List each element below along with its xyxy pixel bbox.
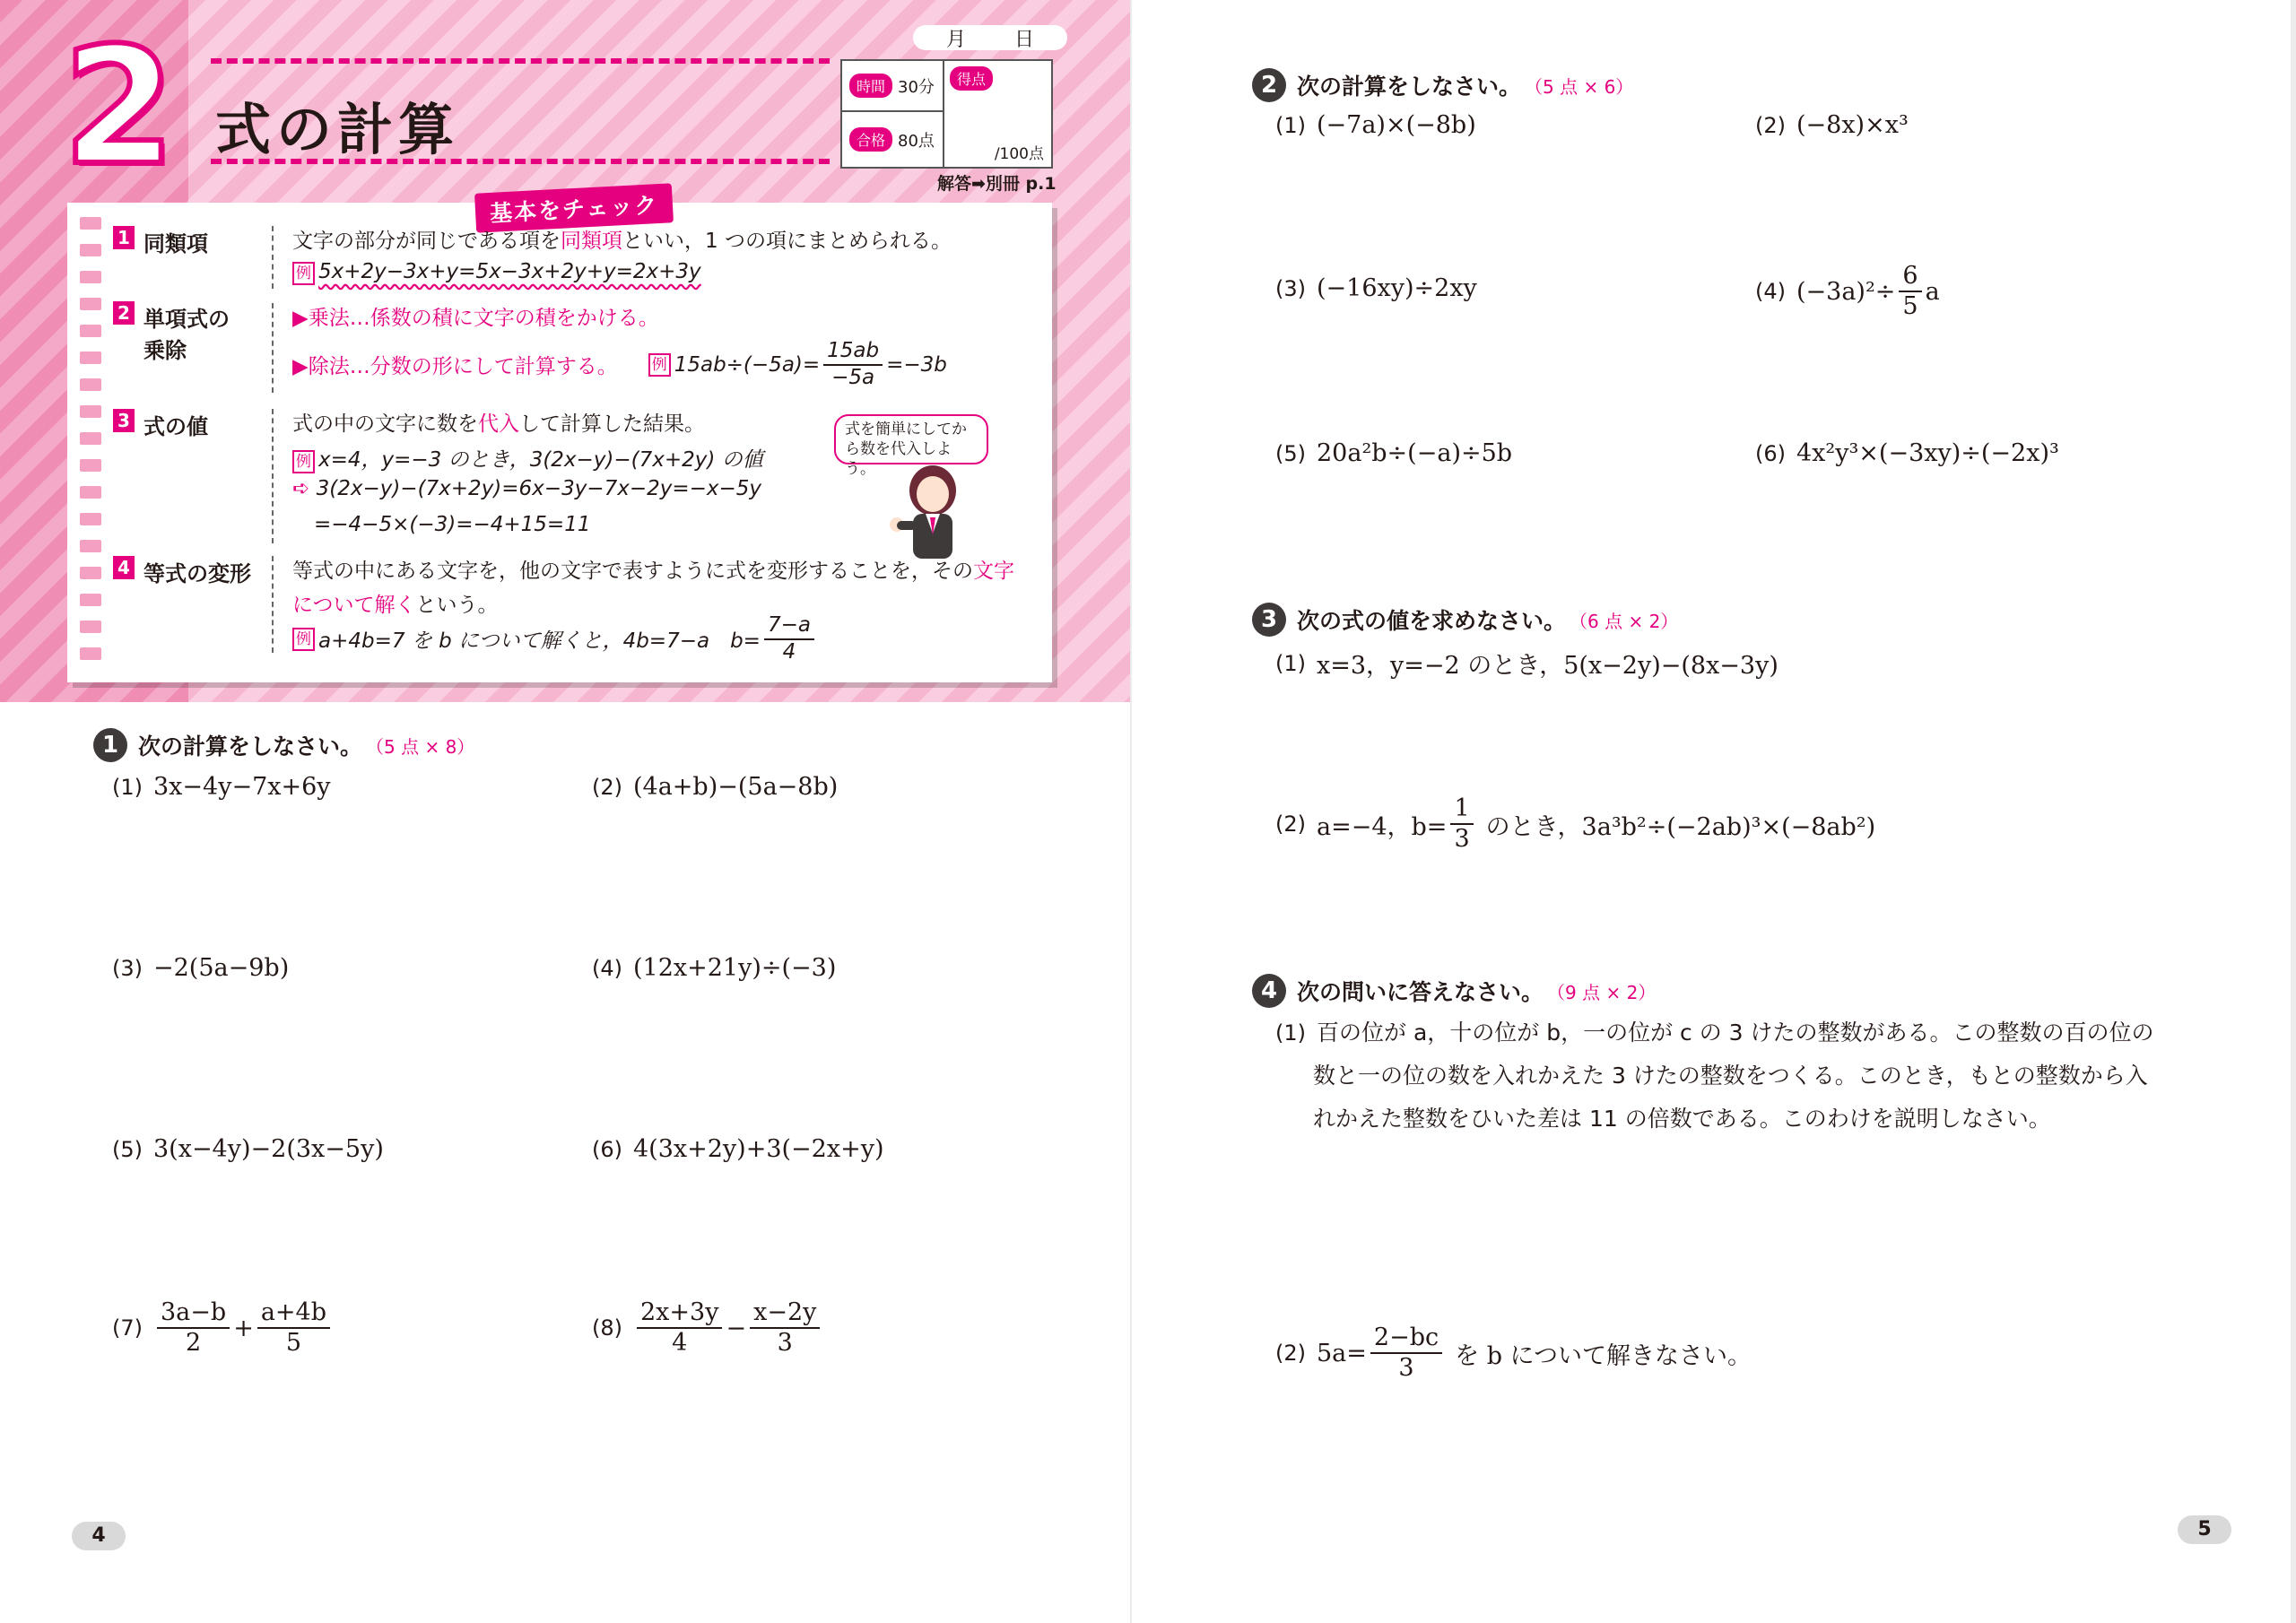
problem-expr: 4x²y³×(−3xy)÷(−2x)³ [1796,439,2059,467]
problem-label: (2) [592,774,622,800]
problem-expr: (12x+21y)÷(−3) [633,954,837,982]
ring-icon [80,621,101,633]
question-2-header [1252,68,1633,102]
denominator: 2 [186,1329,202,1358]
fraction [1899,262,1921,322]
q2-problem-1 [1275,111,1476,139]
basic-check-tab: 基本をチェック [474,183,674,232]
denominator: 4 [672,1329,688,1358]
answer-reference: 解答➡別冊 p.1 [937,174,1057,194]
divider [272,556,274,653]
question-text: 次の計算をしなさい。 [138,733,363,759]
q1-problem-6 [592,1135,883,1163]
question-1-header [93,728,474,762]
score-table [840,59,1053,169]
q4-problem-1 [1275,1011,2154,1055]
date-box[interactable] [913,25,1067,50]
problem-expr: (4a+b)−(5a−8b) [633,773,839,801]
text: 式の中の文字に数を [292,412,478,436]
example-badge: 例 [648,353,671,377]
check-item-1 [113,226,208,257]
problem-text: 百の位が a，十の位が b，一の位が c の 3 けたの整数がある。この整数の百の位の [1317,1020,2154,1046]
item1-example [292,260,701,285]
divider [272,226,274,289]
example-expr: x=4，y=−3 のとき，3(2x−y)−(7x+2y) の値 [318,448,763,472]
problem-expr: (−3a)²÷ [1796,277,1896,306]
solution-expr: =−4−5×(−3)=−4+15=11 [314,513,591,536]
problem-expr: 4(3x+2y)+3(−2x+y) [633,1135,884,1163]
numerator: 1 [1450,794,1473,825]
problem-expr: a [1925,277,1940,306]
page-title: 式の計算 [215,97,460,162]
fraction [257,1298,330,1358]
item-number: 1 [113,226,135,249]
ring-binding [67,212,103,669]
problem-expr: a=−4，b= [1317,812,1448,841]
check-item-2 [113,301,230,364]
problem-expr: 3(x−4y)−2(3x−5y) [153,1135,384,1163]
q1-problem-3 [112,954,289,982]
q4-problem-1-line3: れかえた整数をひいた差は 11 の倍数である。このわけを説明しなさい。 [1313,1106,2051,1132]
problem-label: (6) [1755,440,1786,466]
numerator: 7−a [764,613,814,640]
problem-label: (4) [592,955,622,981]
item3-line1 [292,407,705,437]
q1-problem-4 [592,954,836,982]
item-title: 同類項 [144,231,208,256]
denominator: 5 [1902,292,1918,321]
problem-expr: を b について解きなさい。 [1455,1341,1752,1370]
problem-label: (6) [592,1136,622,1162]
question-number: 1 [93,728,127,762]
question-text: 次の計算をしなさい。 [1297,74,1522,100]
example-badge: 例 [292,628,315,651]
text: ▶乗法…係数の積に文字の積をかける。 [292,307,659,330]
numerator: 15ab [823,339,883,366]
divider [272,303,274,393]
item3-line4 [314,513,590,536]
page-number-left: 4 [72,1522,126,1550]
highlight: について解く [292,594,416,617]
day-label: 日 [1013,28,1034,51]
highlight: 代入 [478,412,519,436]
q1-problem-8 [592,1298,823,1358]
text: ▶除法…分数の形にして計算する。 [292,355,618,379]
example-badge: 例 [292,450,315,473]
ring-icon [80,352,101,364]
denominator: 3 [1398,1354,1414,1383]
score-pill: 得点 [950,66,993,91]
text: して計算した結果。 [519,412,705,436]
problem-expr: (−16xy)÷2xy [1317,274,1477,302]
q4-problem-2 [1275,1324,1752,1384]
numerator: x−2y [750,1298,820,1329]
item4-example [292,613,818,664]
check-item-3 [113,409,208,440]
ring-icon [80,325,101,337]
title-area [211,58,830,166]
time-row [842,61,943,112]
numerator: 6 [1899,262,1921,292]
problem-label: (1) [112,774,143,800]
numerator: 2−bc [1370,1324,1442,1354]
denominator: 3 [1454,825,1470,854]
question-number: 3 [1252,603,1286,637]
problem-label: (8) [592,1315,622,1341]
problem-label: (3) [112,955,143,981]
item2-line1 [292,301,659,331]
ring-icon [80,567,101,579]
problem-expr: −2(5a−9b) [153,954,290,982]
problem-label: (2) [1275,1341,1306,1367]
problem-label: (7) [112,1315,143,1341]
item-number: 4 [113,556,135,579]
q4-problem-1-line2: 数と一の位の数を入れかえた 3 けたの整数をつくる。このとき，もとの整数から入 [1313,1063,2148,1089]
item-number: 2 [113,301,135,325]
ring-icon [80,217,101,230]
text: 等式の中にある文字を，他の文字で表すように式を変形することを，その [292,560,973,583]
problem-label: (1) [1275,650,1306,676]
example-expr: =−3b [886,352,947,377]
ring-icon [80,486,101,499]
problem-expr: のとき，3a³b²÷(−2ab)³×(−8ab²) [1485,812,1876,841]
ring-icon [80,594,101,606]
right-page [1132,0,2296,1623]
arrow-icon: ➪ [292,477,310,500]
item3-line3 [292,477,761,500]
text: 文字の部分が同じである項を [292,230,561,253]
problem-label: (5) [1275,440,1306,466]
fraction [1450,794,1473,855]
month-label: 月 [945,28,966,51]
item2-line2 [292,339,947,390]
ring-icon [80,298,101,310]
highlight: 同類項 [561,230,622,253]
q2-problem-3 [1275,274,1477,302]
operator: + [233,1314,254,1342]
problem-expr: x=3，y=−2 のとき，5(x−2y)−(8x−3y) [1317,652,1779,680]
ring-icon [80,432,101,445]
ring-icon [80,405,101,418]
question-points: （5 点 × 6） [1525,75,1634,98]
problem-expr: (−7a)×(−8b) [1317,111,1476,139]
question-text: 次の問いに答えなさい。 [1297,979,1544,1005]
score-total: /100点 [994,145,1044,163]
question-number: 4 [1252,974,1286,1008]
solution-expr: 3(2x−y)−(7x+2y)=6x−3y−7x−2y=−x−5y [316,477,762,500]
item-title: 等式の変形 [144,561,251,586]
q1-problem-5 [112,1135,384,1163]
question-number: 2 [1252,68,1286,102]
fraction [1370,1324,1442,1384]
ring-icon [80,647,101,660]
chapter-number: 2 [63,13,176,201]
numerator: 2x+3y [637,1298,722,1329]
item1-desc [292,224,952,254]
time-pill: 時間 [849,74,892,98]
question-points: （9 点 × 2） [1547,981,1657,1003]
ring-icon [80,378,101,391]
example-expr: 15ab÷(−5a)= [674,352,821,377]
fraction [823,339,883,390]
item3-example [292,443,763,473]
problem-label: (1) [1275,1020,1306,1046]
problem-expr: (−8x)×x³ [1796,111,1909,139]
q2-problem-4 [1755,262,1940,322]
ring-icon [80,271,101,283]
problem-expr: 20a²b÷(−a)÷5b [1317,439,1513,467]
q3-problem-2 [1275,794,1875,855]
fraction [750,1298,820,1358]
operator: − [726,1314,747,1342]
q2-problem-5 [1275,439,1512,467]
text: といい，1 つの項にまとめられる。 [622,230,952,253]
q2-problem-2 [1755,111,1909,139]
q1-problem-7 [112,1298,334,1358]
problem-expr: 3x−4y−7x+6y [153,773,331,801]
ring-icon [80,459,101,472]
example-badge: 例 [292,262,315,285]
question-points: （6 点 × 2） [1570,610,1679,632]
ring-icon [80,244,101,256]
problem-label: (2) [1275,812,1306,838]
pass-value: 80点 [898,131,935,151]
q2-problem-6 [1755,439,2059,467]
example-expr: 5x+2y−3x+y=5x−3x+2y+y=2x+3y [318,260,701,283]
numerator: 3a−b [157,1298,230,1329]
score-table-left [842,61,944,167]
time-value: 30分 [898,77,935,97]
question-4-header [1252,974,1656,1008]
page-number-right: 5 [2178,1515,2231,1544]
problem-expr: 5a= [1317,1339,1367,1367]
pass-pill: 合格 [849,127,892,152]
q1-problem-2 [592,773,838,801]
problem-label: (1) [1275,112,1306,138]
question-points: （5 点 × 8） [366,735,475,758]
question-text: 次の式の値を求めなさい。 [1297,608,1567,634]
problem-label: (2) [1755,112,1786,138]
question-3-header [1252,603,1678,637]
fraction [157,1298,230,1358]
item4-line1 [292,554,1014,584]
text: という。 [415,594,499,617]
pass-row [842,114,943,165]
ring-icon [80,540,101,552]
item-number: 3 [113,409,135,432]
divider [272,409,274,543]
check-item-4 [113,556,251,587]
problem-label: (3) [1275,275,1306,301]
numerator: a+4b [257,1298,330,1329]
highlight: 文字 [973,560,1014,583]
title-top-dash [211,58,830,64]
fraction [764,613,814,664]
q3-problem-1 [1275,646,1779,681]
title-bottom-dash [211,159,830,164]
girl-illustration-icon [888,462,978,560]
q1-problem-1 [112,773,331,801]
item-title-2: 乗除 [144,338,187,363]
denominator: 3 [777,1329,793,1358]
ring-icon [80,513,101,525]
problem-label: (4) [1755,279,1786,305]
item-title: 単項式の [144,307,230,332]
item-title: 式の値 [144,414,208,439]
denominator: 4 [782,639,796,664]
example-expr: a+4b=7 を b について解くと，4b=7−a b= [318,629,761,654]
page-edge [2291,0,2296,1623]
denominator: −5a [831,365,875,389]
left-page [0,0,1132,1623]
speech-bubble: 式を簡単にしてから数を代入しよう。 [834,414,988,464]
denominator: 5 [285,1329,301,1358]
problem-label: (5) [112,1136,143,1162]
fraction [637,1298,722,1358]
